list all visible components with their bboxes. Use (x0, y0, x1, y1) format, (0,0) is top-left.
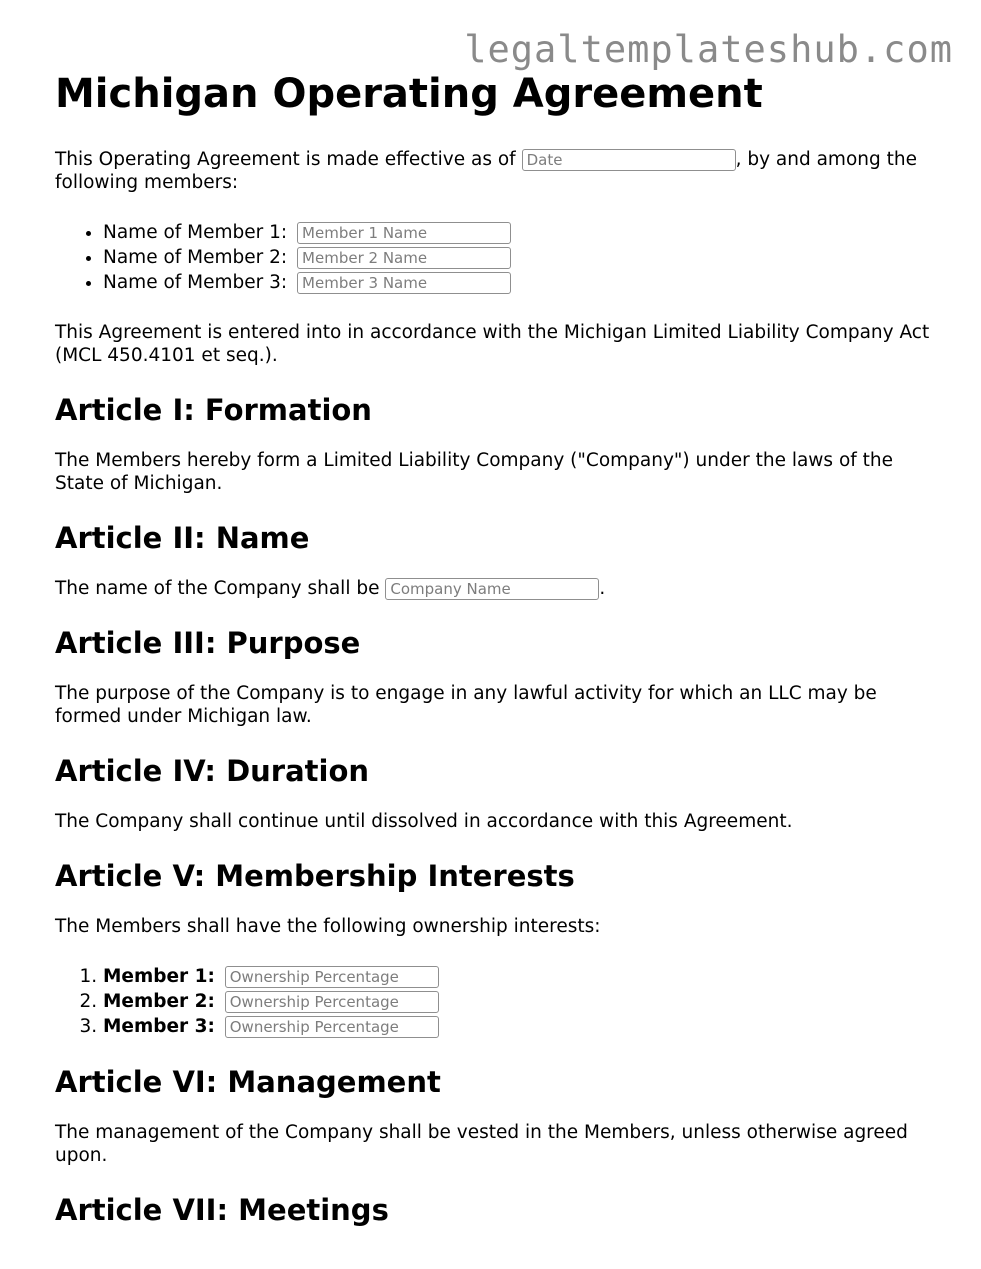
member-1-label: Name of Member 1: (103, 222, 288, 243)
intro-text-before: This Operating Agreement is made effective as of (55, 149, 516, 170)
member-3-name-field[interactable]: Member 3 Name (297, 272, 511, 294)
article-purpose-text: The purpose of the Company is to engage in any lawful activity for which an LLC may be formed under Michigan law. (55, 683, 877, 727)
article-membership-heading: Article V: Membership Interests (55, 859, 575, 893)
ownership-list (55, 964, 935, 1039)
member-name-item (103, 220, 935, 245)
member-2-name-field[interactable]: Member 2 Name (297, 247, 511, 269)
member-name-item (103, 245, 935, 270)
company-name-field[interactable]: Company Name (385, 578, 599, 600)
article-name-text (55, 577, 935, 600)
article-duration-text: The Company shall continue until dissolved in accordance with this Agreement. (55, 811, 793, 832)
intro-paragraph (55, 148, 935, 194)
ownership-member-2-label: Member 2: (103, 991, 215, 1012)
document-body (55, 70, 935, 1249)
ownership-item (103, 964, 935, 989)
ownership-member-1-field[interactable]: Ownership Percentage (225, 966, 439, 988)
date-field[interactable]: Date (522, 149, 736, 171)
article-formation-text: The Members hereby form a Limited Liability Company ("Company") under the laws of the State of Michigan. (55, 450, 894, 494)
ownership-member-1-label: Member 1: (103, 966, 215, 987)
article-management-heading: Article VI: Management (55, 1065, 441, 1099)
member-names-list (55, 220, 935, 295)
ownership-member-3-field[interactable]: Ownership Percentage (225, 1016, 439, 1038)
company-name-text-before: The name of the Company shall be (55, 578, 380, 599)
article-formation-heading: Article I: Formation (55, 393, 372, 427)
member-1-name-field[interactable]: Member 1 Name (297, 222, 511, 244)
ownership-member-3-label: Member 3: (103, 1016, 215, 1037)
document-title: Michigan Operating Agreement (55, 71, 763, 117)
ownership-item (103, 989, 935, 1014)
article-management-text: The management of the Company shall be vested in the Members, unless otherwise agreed upon. (55, 1122, 908, 1166)
article-duration-heading: Article IV: Duration (55, 754, 370, 788)
article-purpose-heading: Article III: Purpose (55, 626, 361, 660)
member-3-label: Name of Member 3: (103, 272, 288, 293)
ownership-item (103, 1014, 935, 1039)
member-2-label: Name of Member 2: (103, 247, 288, 268)
intro-text-after: , by and among the following members: (55, 149, 917, 193)
company-name-text-after: . (599, 578, 606, 599)
article-name-heading: Article II: Name (55, 521, 310, 555)
article-membership-text: The Members shall have the following ownership interests: (55, 916, 601, 937)
act-paragraph: This Agreement is entered into in accordance with the Michigan Limited Liability Company Act (MCL 450.4101 et seq.). (55, 322, 930, 366)
watermark: legaltemplateshub.com (464, 28, 953, 71)
article-meetings-heading: Article VII: Meetings (55, 1193, 389, 1227)
member-name-item (103, 270, 935, 295)
ownership-member-2-field[interactable]: Ownership Percentage (225, 991, 439, 1013)
